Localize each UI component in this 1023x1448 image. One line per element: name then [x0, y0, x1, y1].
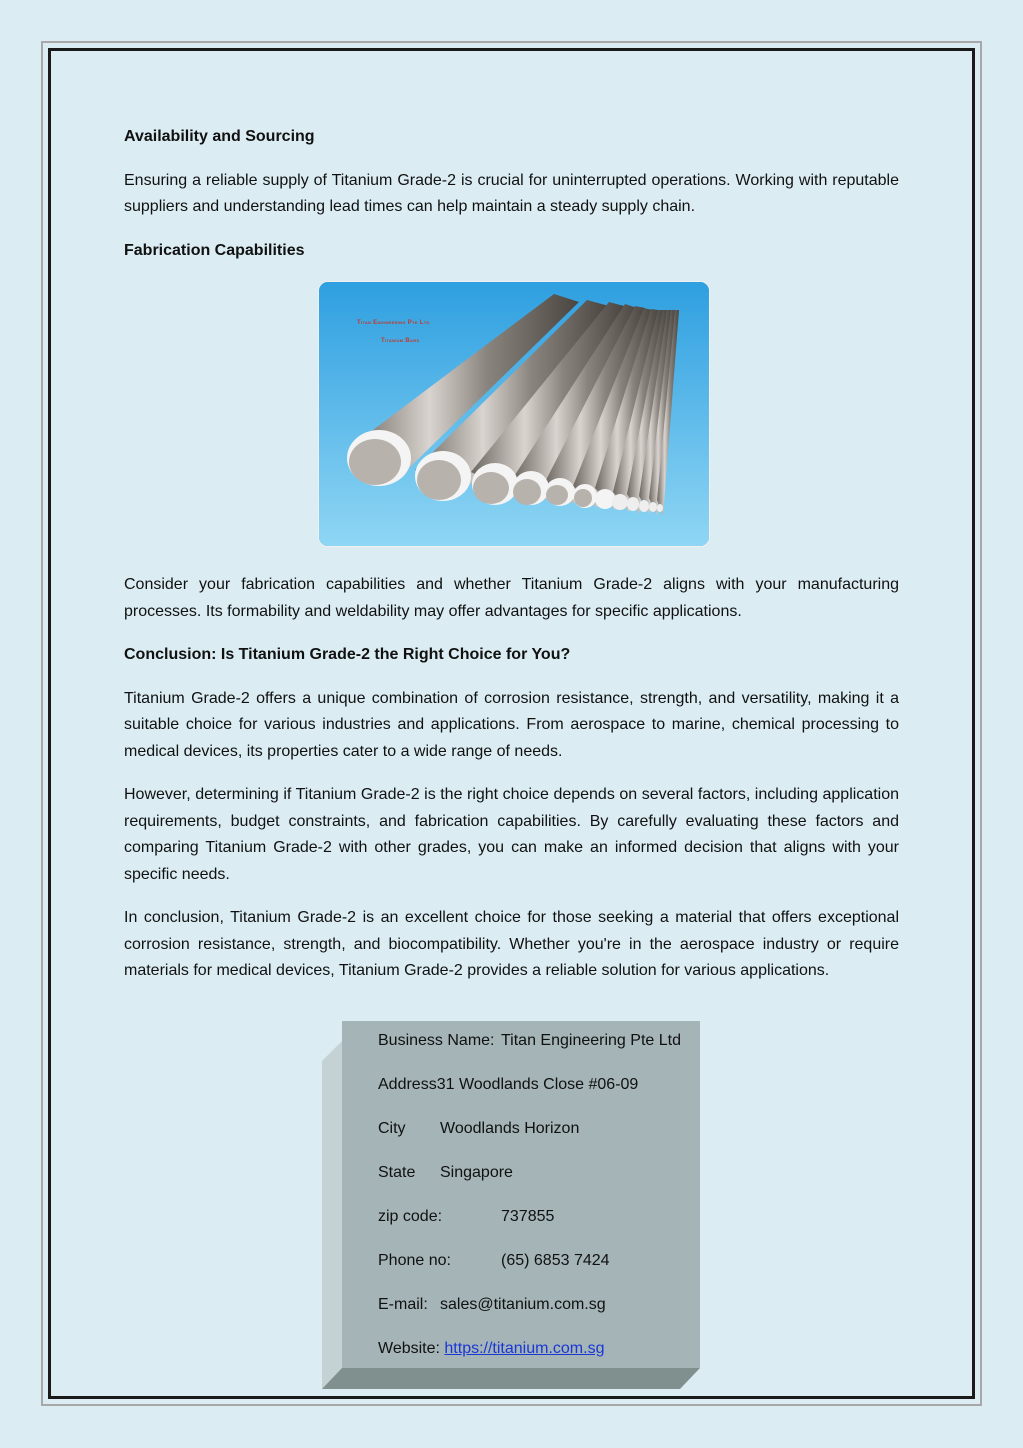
phone-value: (65) 6853 7424 — [501, 1252, 610, 1269]
address-value: 31 Woodlands Close #06-09 — [436, 1076, 639, 1093]
figure-wrapper — [124, 281, 899, 547]
card-bevel-left — [322, 1041, 342, 1389]
website-link[interactable]: https://titanium.com.sg — [444, 1340, 605, 1357]
conclusion-heading: Conclusion: Is Titanium Grade-2 the Right Choice for You? — [124, 646, 571, 663]
address-label: Address — [378, 1076, 437, 1093]
card-row-website — [378, 1339, 604, 1359]
conclusion-paragraph-2: However, determining if Titanium Grade-2 is the right choice depends on several factors, including application requirements, budget constraints, and fabrication capabilities. By carefully evaluating these factors and comparing Titanium Grade-2 with other grades, you can make an informed decision that aligns with your specific needs. — [124, 786, 899, 883]
availability-paragraph: Ensuring a reliable supply of Titanium Grade-2 is crucial for uninterrupted operations. Working with reputable suppliers and understanding lead times can help maintain a steady supply chain. — [124, 171, 899, 215]
state-label: State — [378, 1164, 416, 1181]
image-caption-company: Titan Engineering Pte Ltd — [357, 320, 430, 326]
image-caption-product: Titanium Bars — [381, 338, 420, 344]
card-row-zip — [378, 1207, 555, 1227]
zip-value: 737855 — [501, 1208, 555, 1225]
card-face — [342, 1021, 700, 1368]
availability-heading: Availability and Sourcing — [124, 128, 315, 145]
titanium-bars-image — [318, 281, 710, 547]
fabrication-paragraph: Consider your fabrication capabilities and whether Titanium Grade-2 aligns with your manufacturing processes. Its formability and weldability may offer advantages for specific applications. — [124, 576, 899, 620]
email-value: sales@titanium.com.sg — [440, 1296, 606, 1313]
card-row-email — [378, 1295, 606, 1315]
state-value: Singapore — [440, 1164, 513, 1181]
conclusion-paragraph-3: In conclusion, Titanium Grade-2 is an excellent choice for those seeking a material that offers exceptional corrosion resistance, strength, and biocompatibility. Whether you're in the aerospace industry or require materials for medical devices, Titanium Grade-2 provides a reliable solution for various applications. — [124, 909, 899, 979]
document-body — [124, 124, 899, 1002]
business-card — [322, 1021, 700, 1389]
card-row-city — [378, 1119, 580, 1139]
phone-label: Phone no: — [378, 1252, 451, 1269]
card-row-state — [378, 1163, 513, 1183]
business-name-label: Business Name: — [378, 1032, 495, 1049]
card-row-phone — [378, 1251, 610, 1271]
conclusion-paragraph-1: Titanium Grade-2 offers a unique combination of corrosion resistance, strength, and versatility, making it a suitable choice for various industries and applications. From aerospace to marine, chemical processing to medical devices, its properties cater to a wide range of needs. — [124, 689, 899, 760]
card-bevel-bottom — [322, 1368, 700, 1389]
email-label: E-mail: — [378, 1296, 428, 1313]
zip-label: zip code: — [378, 1208, 443, 1225]
card-row-address — [378, 1075, 638, 1095]
card-row-business-name — [378, 1031, 681, 1051]
fabrication-heading: Fabrication Capabilities — [124, 241, 305, 259]
business-name-value: Titan Engineering Pte Ltd — [501, 1032, 681, 1049]
website-label: Website: — [378, 1340, 440, 1357]
city-label: City — [378, 1120, 406, 1137]
city-value: Woodlands Horizon — [440, 1120, 580, 1137]
